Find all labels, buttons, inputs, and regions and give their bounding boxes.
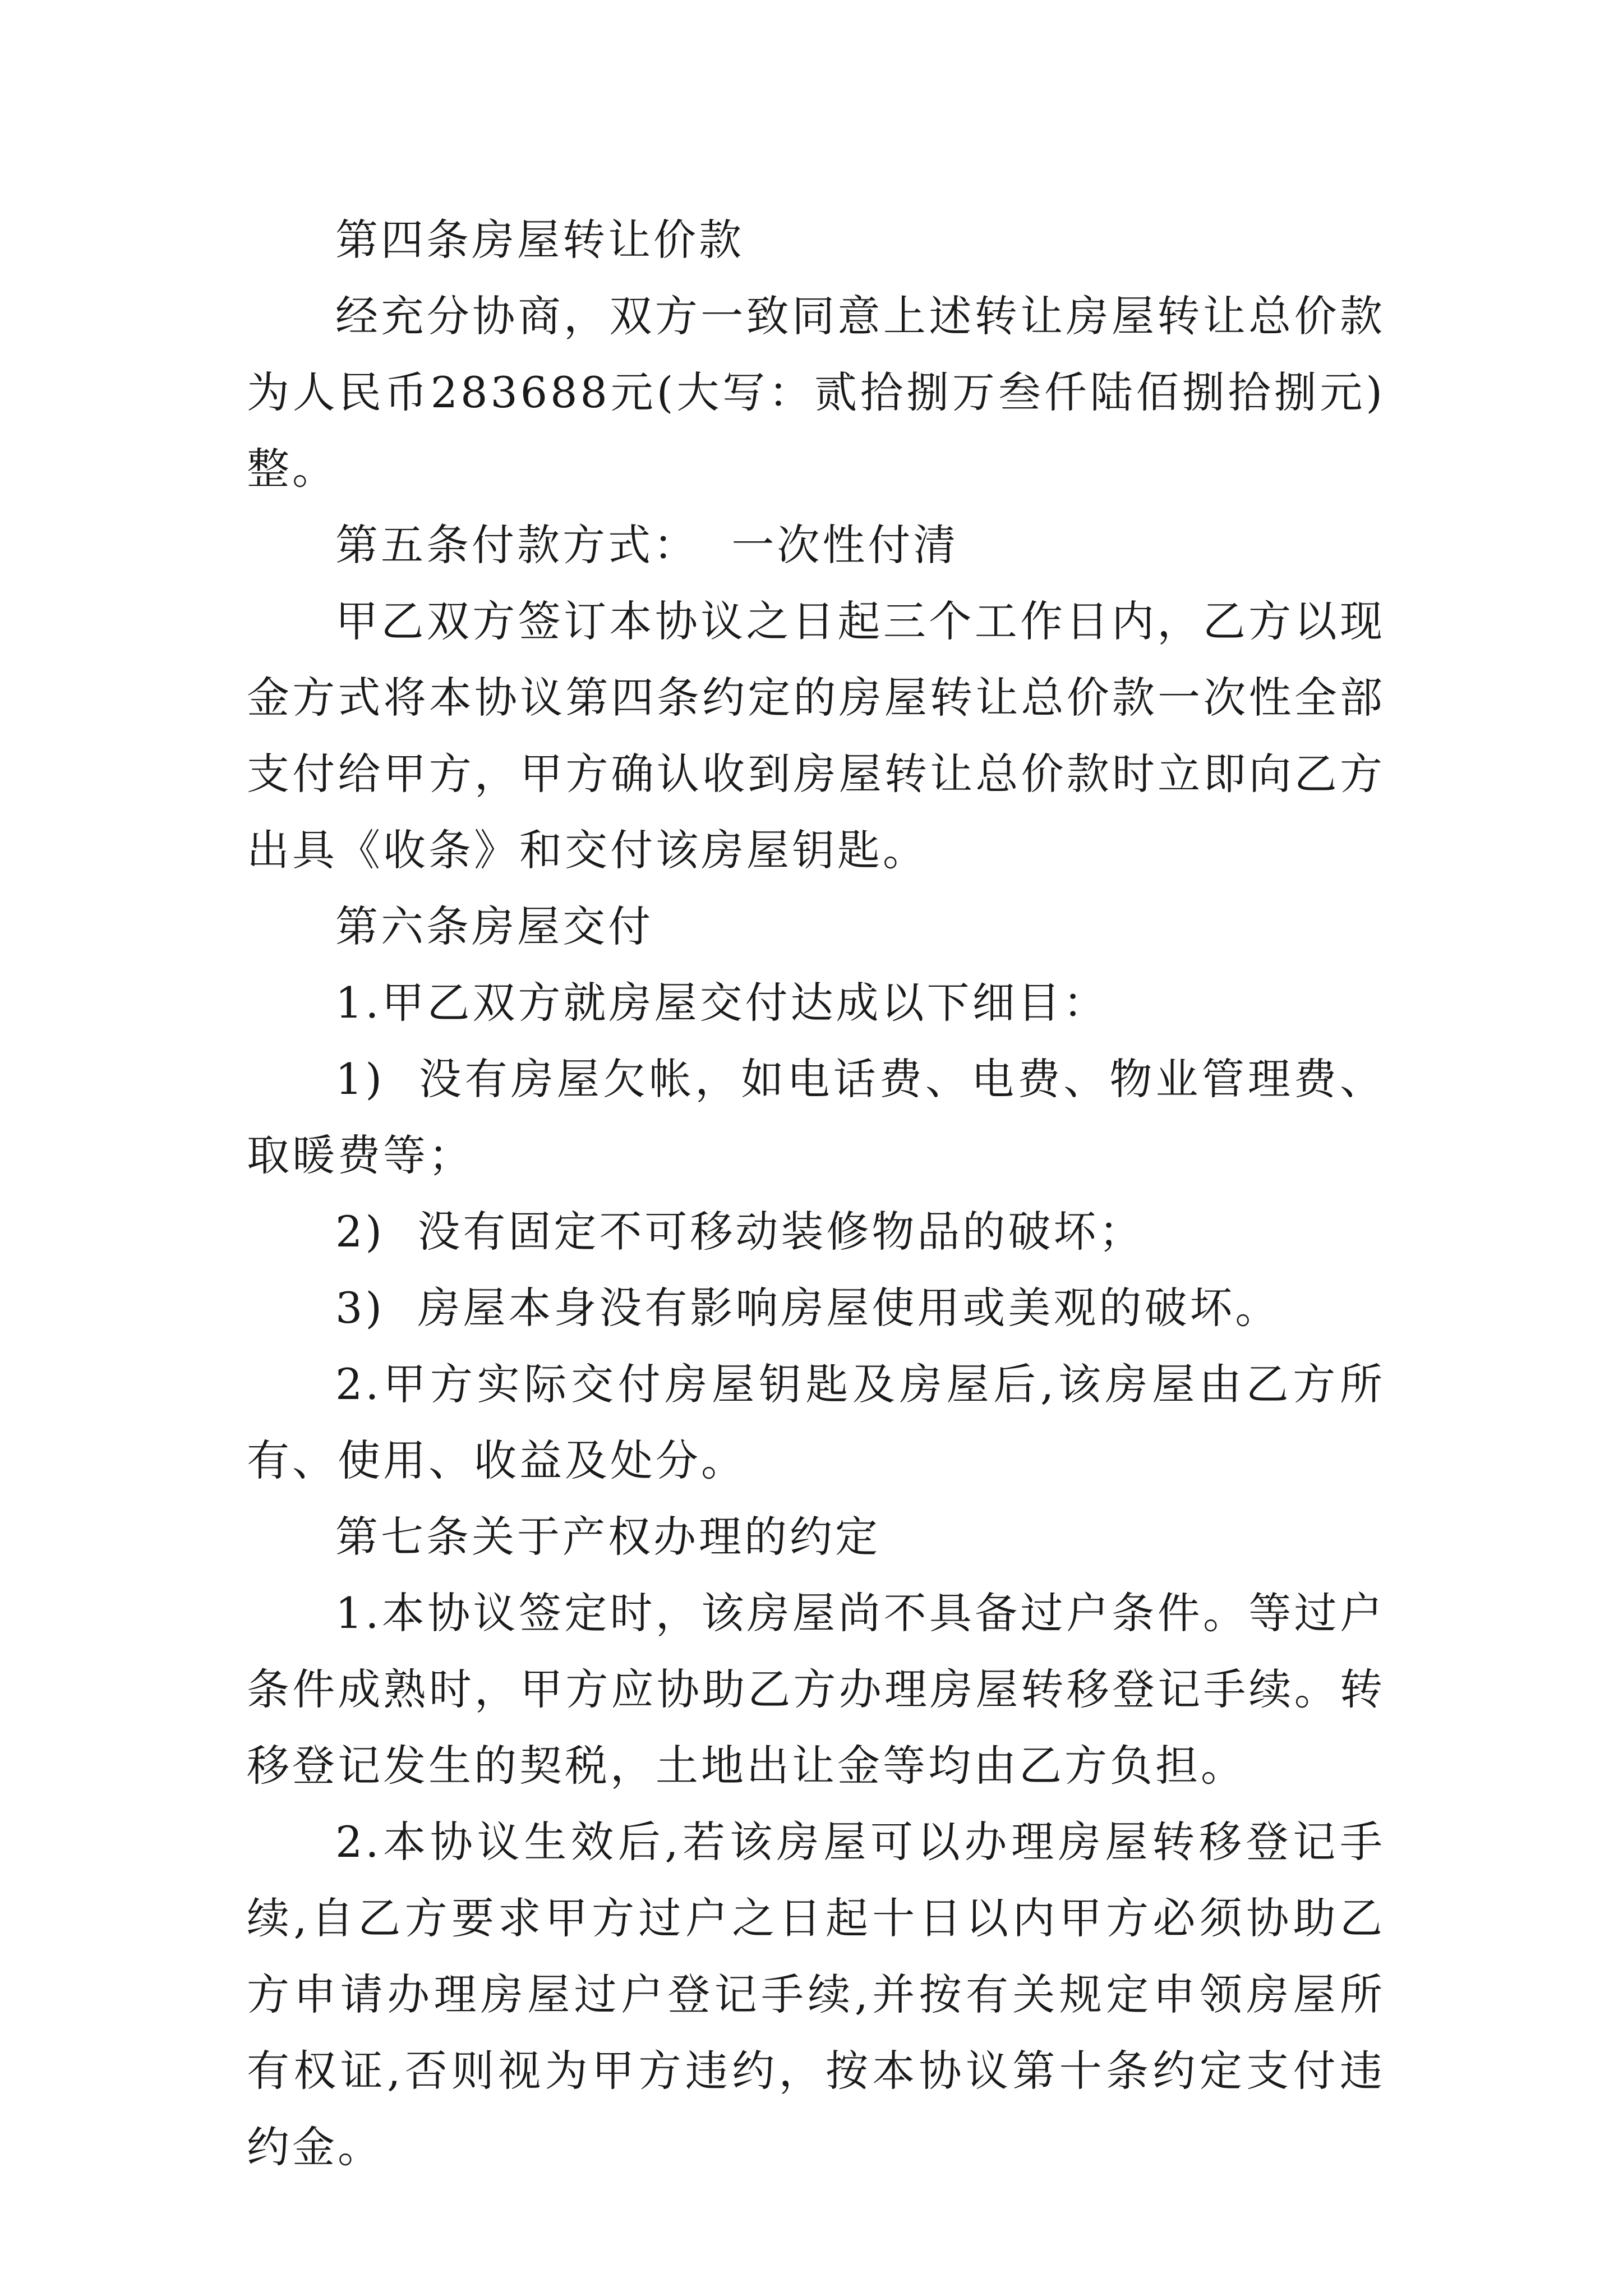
article-4-heading: 第四条房屋转让价款 — [335, 215, 744, 265]
article-7-heading: 第七条关于产权办理的约定 — [335, 1512, 880, 1562]
article-5-heading: 第五条付款方式： 一次性付清 — [335, 520, 959, 570]
article-5-body: 甲乙双方签订本协议之日起三个工作日内，乙方以现金方式将本协议第四条约定的房屋转让总价款一次性全部支付给甲方，甲方确认收到房屋转让总价款时立即向乙方出具《收条》和交付该房屋钥匙。 — [247, 596, 1385, 875]
article-6-item-2: 2.甲方实际交付房屋钥匙及房屋后,该房屋由乙方所有、使用、收益及处分。 — [247, 1359, 1385, 1485]
article-6-sub-item-1: 1) 没有房屋欠帐，如电话费、电费、物业管理费、取暖费等； — [247, 1054, 1385, 1180]
article-7-item-1: 1.本协议签定时，该房屋尚不具备过户条件。等过户条件成熟时，甲方应协助乙方办理房屋转移登记手续。转移登记发生的契税，土地出让金等均由乙方负担。 — [247, 1588, 1385, 1791]
article-6-heading: 第六条房屋交付 — [335, 901, 653, 951]
article-6-sub-item-3: 3) 房屋本身没有影响房屋使用或美观的破坏。 — [335, 1283, 1281, 1333]
article-6-sub-item-2: 2) 没有固定不可移动装修物品的破坏； — [335, 1207, 1145, 1257]
article-6-item-1: 1.甲乙双方就房屋交付达成以下细目： — [335, 978, 1109, 1028]
article-7-item-2: 2.本协议生效后,若该房屋可以办理房屋转移登记手续,自乙方要求甲方过户之日起十日以内甲方必须协助乙方申请办理房屋过户登记手续,并按有关规定申领房屋所有权证,否则视为甲方违约，按本协议第十条约定支付违约金。 — [247, 1817, 1385, 2172]
article-4-body: 经充分协商，双方一致同意上述转让房屋转让总价款为人民币283688元(大写：贰拾捌万叁仟陆佰捌拾捌元)整。 — [247, 291, 1385, 494]
document-body — [247, 202, 1385, 2185]
